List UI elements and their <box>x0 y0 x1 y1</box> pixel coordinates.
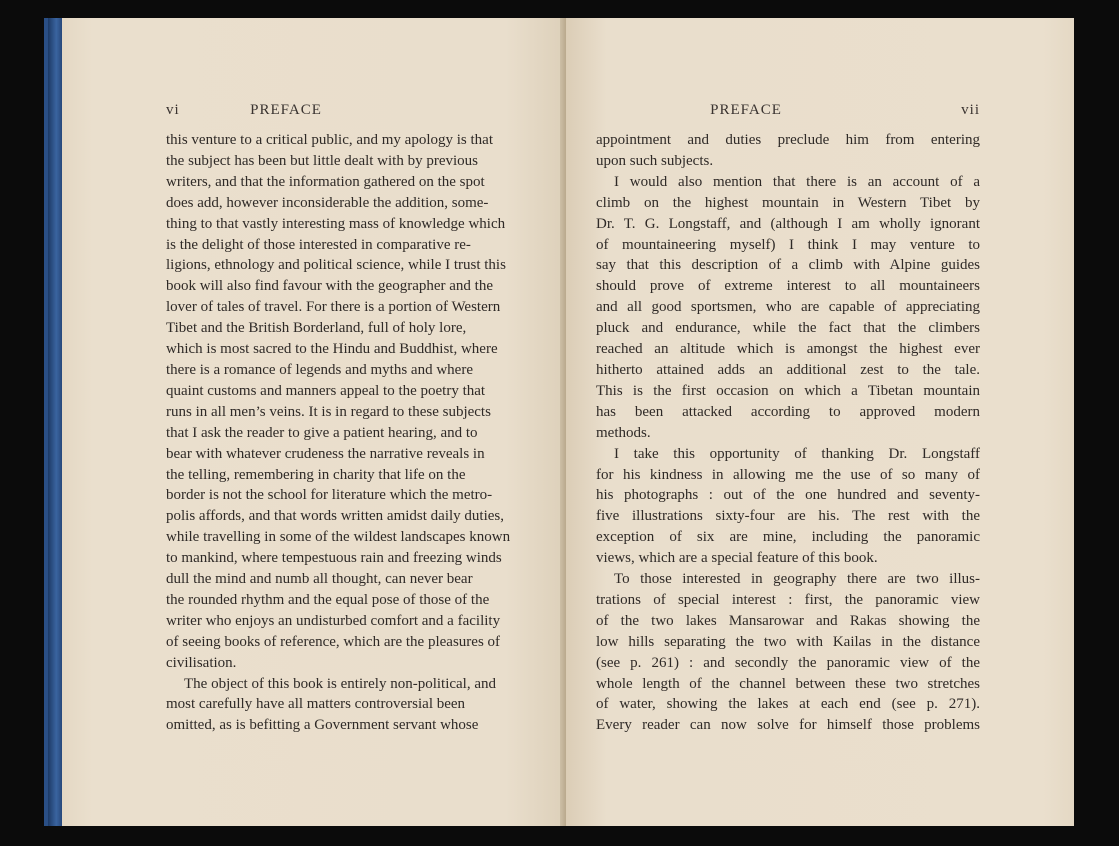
text-line: omitted, as is befitting a Government servant whose <box>166 717 479 734</box>
text-line: I take this opportunity of thanking Dr. Longstaff <box>614 445 980 462</box>
text-line: lover of tales of travel. For there is a portion of Western <box>166 299 501 316</box>
text-line: thing to that vastly interesting mass of knowledge which <box>166 215 506 232</box>
text-line: while travelling in some of the wildest landscapes known <box>166 529 511 546</box>
text-line: I would also mention that there is an account of a <box>614 173 980 190</box>
text-line: ligions, ethnology and political science, while I trust this <box>166 257 506 274</box>
text-line: whole length of the channel between these two stretches <box>596 675 980 692</box>
text-line: five illustrations sixty-four are his. The rest with the <box>596 508 980 525</box>
text-line: low hills separating the two with Kailas in the distance <box>596 633 980 650</box>
text-line: has been attacked according to approved modern <box>596 403 980 420</box>
text-line: of water, showing the lakes at each end (see p. 271). <box>596 696 980 713</box>
text-line: border is not the school for literature which the metro- <box>166 487 493 504</box>
text-line: pluck and endurance, while the fact that the climbers <box>596 320 980 337</box>
text-line: civilisation. <box>166 654 237 671</box>
text-line: trations of special interest : first, the panoramic view <box>596 591 980 608</box>
text-line: is the delight of those interested in comparative re- <box>166 236 471 253</box>
left-page <box>62 18 566 826</box>
text-line: Tibet and the British Borderland, full of holy lore, <box>166 320 467 337</box>
text-line: his photographs : out of the one hundred and seventy- <box>596 487 980 504</box>
text-line: to mankind, where tempestuous rain and freezing winds <box>166 550 502 567</box>
page-number: vii <box>961 102 980 118</box>
running-head: PREFACE <box>250 102 322 118</box>
text-line: of seeing books of reference, which are the pleasures of <box>166 633 501 650</box>
text-line: quaint customs and manners appeal to the poetry that <box>166 382 486 399</box>
text-line: which is most sacred to the Hindu and Buddhist, where <box>166 341 498 358</box>
text-line: polis affords, and that words written amidst daily duties, <box>166 508 505 525</box>
text-line: The object of this book is entirely non-political, and <box>184 675 497 692</box>
text-line: writers, and that the information gathered on the spot <box>166 173 485 190</box>
right-page <box>566 18 1074 826</box>
text-line: book will also find favour with the geographer and the <box>166 278 493 295</box>
text-line: of mountaineering myself) I think I may venture to <box>596 236 980 253</box>
text-line: that I ask the reader to give a patient hearing, and to <box>166 424 478 441</box>
text-line: most carefully have all matters controversial been <box>166 696 466 713</box>
text-line: writer who enjoys an undisturbed comfort and a facility <box>166 612 501 629</box>
text-line: this venture to a critical public, and my apology is that <box>166 132 494 148</box>
text-line: for his kindness in allowing me the use of so many of <box>596 466 980 483</box>
text-line: reached an altitude which is amongst the highest ever <box>596 341 980 358</box>
page-number: vi <box>166 102 180 118</box>
text-line: bear with whatever crudeness the narrative reveals in <box>166 445 485 462</box>
text-line: This is the first occasion on which a Tibetan mountain <box>596 382 980 399</box>
text-line: does add, however inconsiderable the addition, some- <box>166 194 489 211</box>
text-line: the telling, remembering in charity that life on the <box>166 466 466 483</box>
right-page-text <box>596 130 980 736</box>
running-head: PREFACE <box>710 102 782 118</box>
book-cover-edge <box>48 18 62 826</box>
text-line: Every reader can now solve for himself those problems <box>596 717 980 734</box>
left-page-text <box>166 130 511 736</box>
text-line: Dr. T. G. Longstaff, and (although I am wholly ignorant <box>596 215 980 232</box>
text-line: there is a romance of legends and myths and where <box>166 361 473 378</box>
text-line: To those interested in geography there are two illus- <box>614 571 980 588</box>
text-line: upon such subjects. <box>596 152 714 169</box>
text-line: dull the mind and numb all thought, can never bear <box>166 571 473 588</box>
open-book <box>44 18 1074 826</box>
text-line: views, which are a special feature of this book. <box>596 550 878 567</box>
text-line: should prove of extreme interest to all mountaineers <box>596 278 980 295</box>
text-line: say that this description of a climb with Alpine guides <box>596 257 980 274</box>
text-line: and all good sportsmen, who are capable of appreciating <box>596 299 980 316</box>
text-line: appointment and duties preclude him from entering <box>596 132 980 148</box>
text-line: the rounded rhythm and the equal pose of those of the <box>166 591 490 608</box>
text-line: methods. <box>596 424 651 441</box>
text-line: hitherto attained adds an additional zest to the tale. <box>596 361 980 378</box>
text-line: runs in all men’s veins. It is in regard to these subjects <box>166 403 491 420</box>
text-line: climb on the highest mountain in Western Tibet by <box>596 194 980 211</box>
left-page-header <box>166 102 462 124</box>
right-page-header <box>596 102 980 124</box>
text-line: of the two lakes Mansarowar and Rakas showing the <box>596 612 980 629</box>
text-line: the subject has been but little dealt with by previous <box>166 152 479 169</box>
text-line: (see p. 261) : and secondly the panoramic view of the <box>596 654 980 671</box>
text-line: exception of six are mine, including the panoramic <box>596 529 980 546</box>
